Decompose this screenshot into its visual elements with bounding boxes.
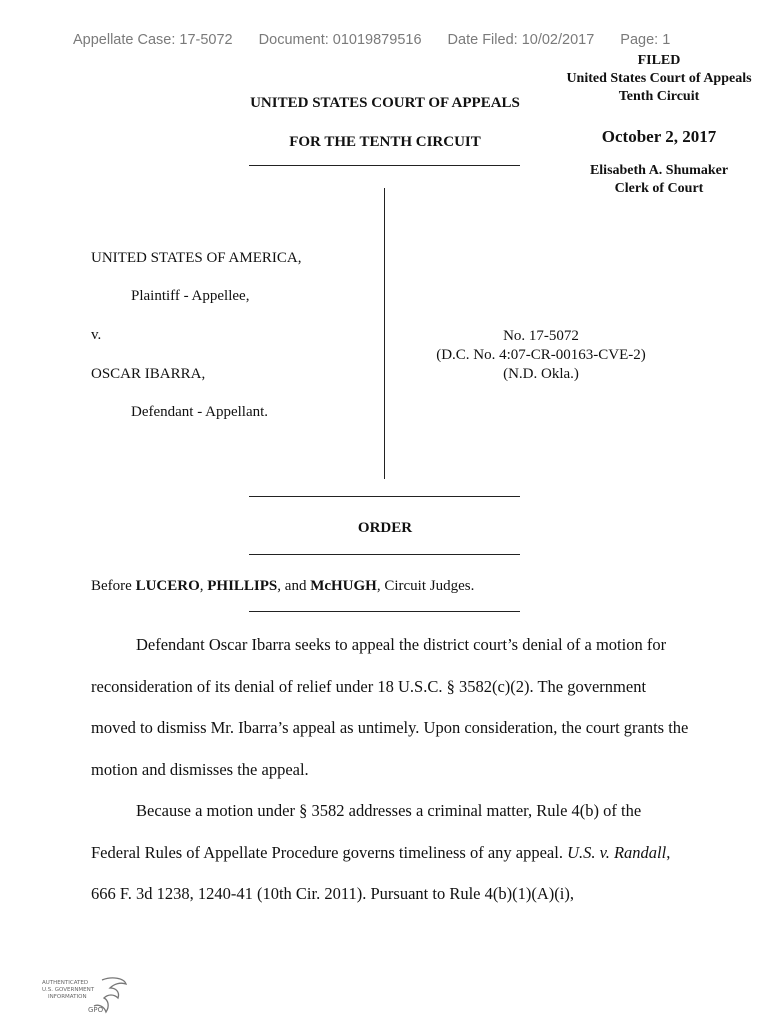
- panel-separator: ,: [199, 578, 208, 594]
- case-numbers: [400, 327, 682, 384]
- gpo-eagle-icon: [40, 974, 130, 1018]
- panel-suffix: , Circuit Judges.: [376, 578, 475, 594]
- order-body: [91, 624, 691, 915]
- header-date-filed: Date Filed: 10/02/2017: [447, 32, 595, 48]
- paragraph-text: , 666 F. 3d 1238, 1240-41 (10th Cir. 2011). Pursuant to Rule 4(b)(1)(A)(i),: [91, 842, 671, 903]
- divider: [249, 554, 520, 555]
- district-court: (N.D. Okla.): [503, 366, 579, 382]
- filed-court: United States Court of Appeals: [566, 71, 752, 86]
- gpo-line1: AUTHENTICATED: [42, 980, 89, 986]
- filed-label: FILED: [637, 53, 681, 68]
- court-title-line2: FOR THE TENTH CIRCUIT: [289, 134, 481, 150]
- plaintiff-role: Plaintiff - Appellee,: [131, 288, 250, 304]
- order-title: ORDER: [357, 520, 413, 536]
- case-number: No. 17-5072: [503, 328, 579, 344]
- header-case: Appellate Case: 17-5072: [73, 32, 233, 48]
- paragraph-2: [91, 790, 691, 915]
- gpo-line4: GPO: [88, 1006, 104, 1014]
- filed-circuit: Tenth Circuit: [618, 89, 700, 104]
- divider: [249, 611, 520, 612]
- judge-name: PHILLIPS: [207, 578, 278, 594]
- plaintiff-name: UNITED STATES OF AMERICA,: [91, 250, 302, 266]
- gpo-line3: INFORMATION: [48, 994, 87, 1000]
- document-header: [73, 32, 670, 48]
- district-case-number: (D.C. No. 4:07-CR-00163-CVE-2): [436, 347, 646, 363]
- divider: [249, 165, 520, 166]
- defendant-name: OSCAR IBARRA,: [91, 366, 206, 382]
- divider: [249, 496, 520, 497]
- filed-stamp: [556, 52, 762, 198]
- judge-name: LUCERO: [135, 578, 200, 594]
- paragraph-text: Because a motion under § 3582 addresses a criminal matter, Rule 4(b) of the Federal Rules of Appellate Procedure governs timeliness of any appeal.: [91, 801, 642, 862]
- judge-name: McHUGH: [310, 578, 377, 594]
- header-document: Document: 01019879516: [258, 32, 422, 48]
- panel-line: [91, 578, 474, 595]
- clerk-title: Clerk of Court: [614, 181, 704, 196]
- panel-before: Before: [91, 578, 136, 594]
- filed-date: October 2, 2017: [601, 127, 717, 146]
- panel-separator: , and: [277, 578, 311, 594]
- gpo-line2: U.S. GOVERNMENT: [42, 987, 95, 993]
- defendant-role: Defendant - Appellant.: [131, 404, 269, 420]
- gpo-authenticated-logo: [40, 974, 130, 1018]
- court-title-line1: UNITED STATES COURT OF APPEALS: [250, 95, 520, 111]
- header-page: Page: 1: [620, 32, 671, 48]
- caption-divider: [384, 188, 385, 479]
- paragraph-1: Defendant Oscar Ibarra seeks to appeal the district court’s denial of a motion for reconsideration of its denial of relief under 18 U.S.C. § 3582(c)(2). The government moved to dismiss Mr. Ibarra’s appeal as untimely. Upon consideration, the court grants the motion and dismisses the appeal.: [91, 635, 689, 779]
- case-citation: U.S. v. Randall: [567, 842, 667, 862]
- clerk-name: Elisabeth A. Shumaker: [589, 163, 729, 178]
- versus: v.: [91, 327, 102, 343]
